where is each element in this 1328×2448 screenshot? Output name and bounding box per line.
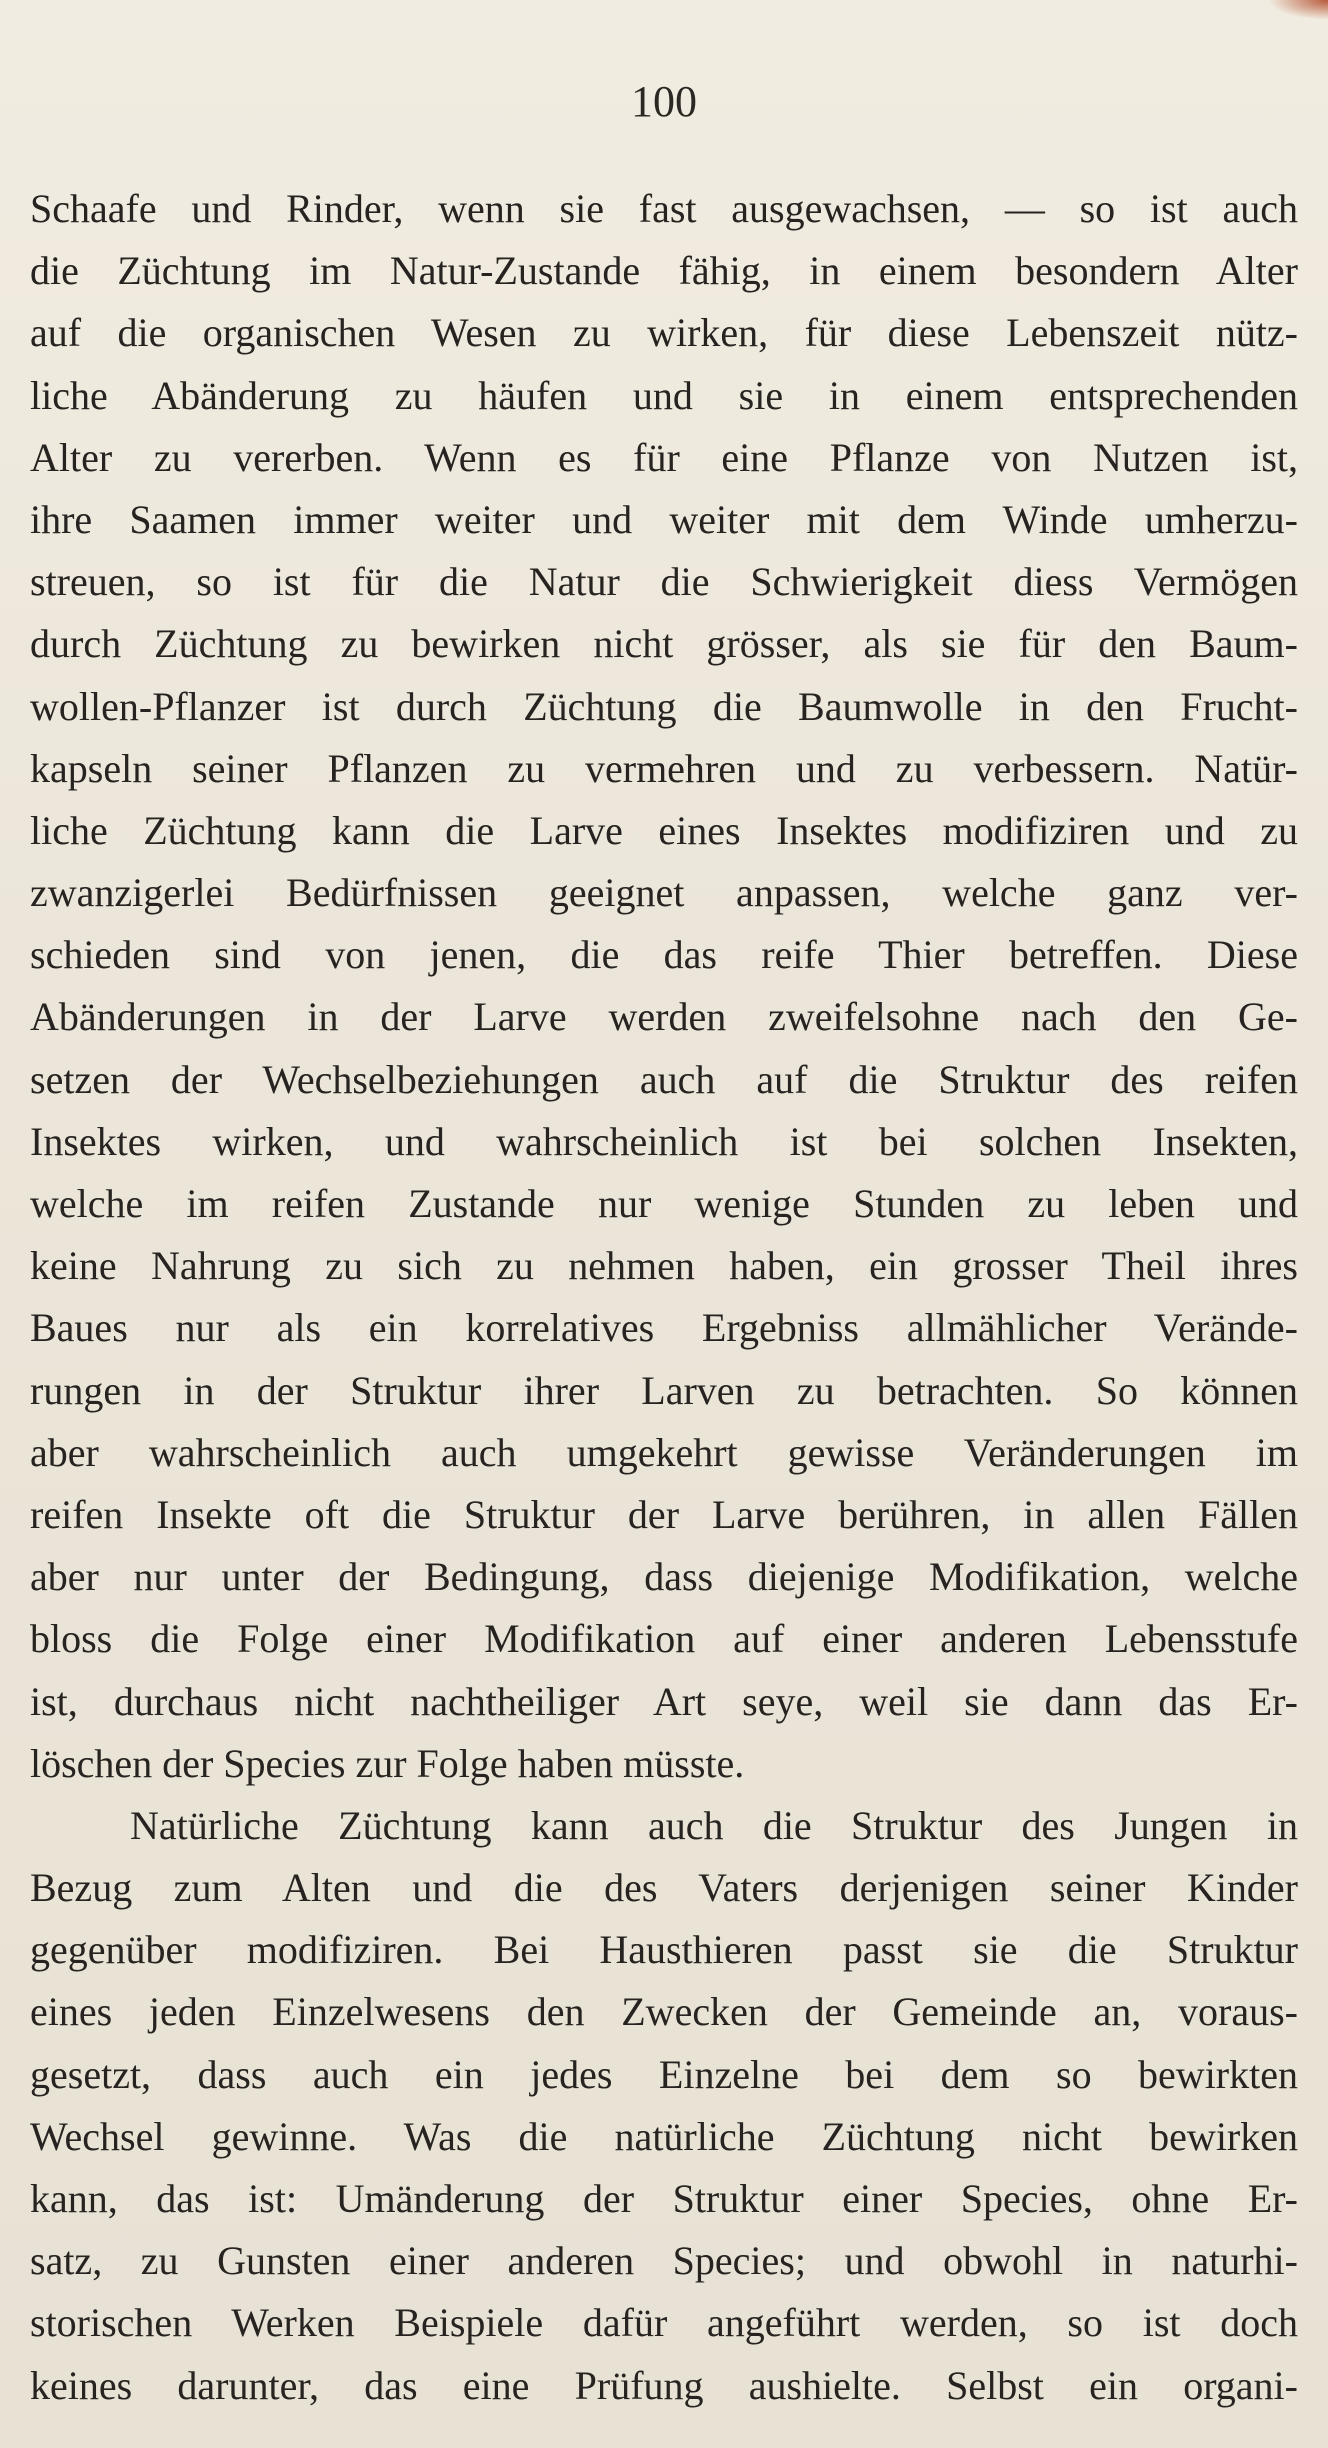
text-line: zwanzigerlei Bedürfnissen geeignet anpassen, welche ganz ver- xyxy=(30,870,1298,916)
text-line: aber nur unter der Bedingung, dass diejenige Modifikation, welche xyxy=(30,1554,1298,1600)
body-text xyxy=(30,178,1298,2417)
text-line: liche Abänderung zu häufen und sie in einem entsprechenden xyxy=(30,372,1298,418)
text-line: Baues nur als ein korrelatives Ergebniss allmählicher Verände- xyxy=(30,1305,1298,1351)
text-line: wollen-Pflanzer ist durch Züchtung die Baumwolle in den Frucht- xyxy=(30,683,1298,729)
text-line: aber wahrscheinlich auch umgekehrt gewisse Veränderungen im xyxy=(30,1429,1298,1475)
text-line: kann, das ist: Umänderung der Struktur einer Species, ohne Er- xyxy=(30,2176,1298,2221)
text-line: durch Züchtung zu bewirken nicht grösser, als sie für den Baum- xyxy=(30,621,1298,667)
text-line: kapseln seiner Pflanzen zu vermehren und zu verbessern. Natür- xyxy=(30,745,1298,791)
text-line: liche Züchtung kann die Larve eines Insektes modifiziren und zu xyxy=(30,807,1298,853)
paragraph-start-line: Natürliche Züchtung kann auch die Struktur des Jungen in xyxy=(130,1802,1298,1848)
text-line: keine Nahrung zu sich zu nehmen haben, ein grosser Theil ihres xyxy=(30,1243,1298,1289)
text-line: Insektes wirken, und wahrscheinlich ist bei solchen Insekten, xyxy=(30,1118,1298,1164)
text-line: bloss die Folge einer Modifikation auf einer anderen Lebensstufe xyxy=(30,1616,1298,1662)
text-line: satz, zu Gunsten einer anderen Species; und obwohl in naturhi- xyxy=(30,2238,1298,2284)
text-line: Wechsel gewinne. Was die natürliche Züchtung nicht bewirken xyxy=(30,2113,1298,2159)
text-line: auf die organischen Wesen zu wirken, für diese Lebenszeit nütz- xyxy=(30,310,1298,356)
page-number: 100 xyxy=(631,77,697,126)
text-line: die Züchtung im Natur-Zustande fähig, in einem besondern Alter xyxy=(30,248,1298,294)
text-line: eines jeden Einzelwesens den Zwecken der Gemeinde an, voraus- xyxy=(30,1989,1298,2035)
text-line: setzen der Wechselbeziehungen auch auf die Struktur des reifen xyxy=(30,1056,1298,1102)
text-line: reifen Insekte oft die Struktur der Larve berühren, in allen Fällen xyxy=(30,1491,1298,1537)
text-line: ist, durchaus nicht nachtheiliger Art seye, weil sie dann das Er- xyxy=(30,1678,1298,1724)
text-line: Schaafe und Rinder, wenn sie fast ausgewachsen, — so ist auch xyxy=(30,186,1298,231)
text-line: gesetzt, dass auch ein jedes Einzelne bei dem so bewirkten xyxy=(30,2051,1298,2097)
text-line: Alter zu vererben. Wenn es für eine Pflanze von Nutzen ist, xyxy=(30,434,1298,480)
text-line: storischen Werken Beispiele dafür angeführt werden, so ist doch xyxy=(30,2300,1298,2346)
text-line: ihre Saamen immer weiter und weiter mit dem Winde umherzu- xyxy=(30,496,1298,542)
text-line: keines darunter, das eine Prüfung aushielte. Selbst ein organi- xyxy=(30,2362,1298,2408)
text-line: streuen, so ist für die Natur die Schwierigkeit diess Vermögen xyxy=(30,559,1298,605)
text-line: welche im reifen Zustande nur wenige Stunden zu leben und xyxy=(30,1181,1298,1226)
page-edge-shadow xyxy=(1268,0,1328,20)
text-line: schieden sind von jenen, die das reife Thier betreffen. Diese xyxy=(30,932,1298,978)
text-line: Abänderungen in der Larve werden zweifelsohne nach den Ge- xyxy=(30,994,1298,1040)
paragraph-end-line: löschen der Species zur Folge haben müsste. xyxy=(30,1740,745,1786)
text-line: gegenüber modifiziren. Bei Hausthieren passt sie die Struktur xyxy=(30,1927,1298,1973)
text-line: Bezug zum Alten und die des Vaters derjenigen seiner Kinder xyxy=(30,1865,1298,1911)
text-line: rungen in der Struktur ihrer Larven zu betrachten. So können xyxy=(30,1367,1298,1413)
